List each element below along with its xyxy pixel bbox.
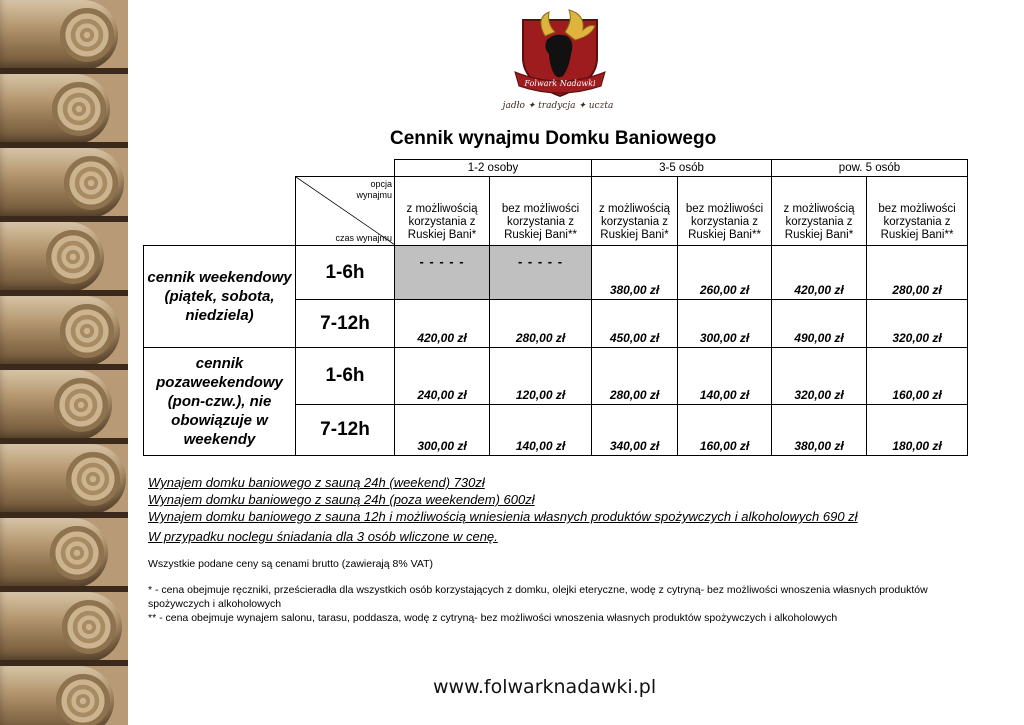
duration-cell: 7-12h — [296, 300, 395, 348]
price-cell-unavailable: - - - - - — [395, 246, 490, 300]
duration-cell: 7-12h — [296, 405, 395, 456]
price-cell: 260,00 zł — [678, 246, 772, 300]
price-cell: 280,00 zł — [490, 300, 592, 348]
option-header: z możliwością korzystania z Ruskiej Bani* — [395, 177, 490, 246]
logo-name: Folwark Nadawki — [524, 79, 596, 88]
price-cell: 160,00 zł — [867, 348, 968, 405]
group-header-over-5: pow. 5 osób — [772, 160, 968, 177]
offer-line: Wynajem domku baniowego z sauna 12h i możliwością wniesienia własnych produktów spożywczych i alkoholowych 690 zł — [148, 509, 858, 524]
website-url: www.folwarknadawki.pl — [433, 676, 657, 698]
option-header: z możliwością korzystania z Ruskiej Bani* — [592, 177, 678, 246]
corner-bottom-label: czas wynajmu — [335, 233, 392, 243]
table-row — [144, 348, 968, 405]
group-header-1-2: 1-2 osoby — [395, 160, 592, 177]
price-cell: 120,00 zł — [490, 348, 592, 405]
price-cell: 450,00 zł — [592, 300, 678, 348]
footnote-1: * - cena obejmuje ręczniki, prześcieradła dla wszystkich osób korzystających z domku, olejki eteryczne, wodę z cytryną- bez możliwości wnoszenia własnych produktów spożywczych i alkoholowych — [148, 584, 928, 610]
price-cell: 340,00 zł — [592, 405, 678, 456]
corner-top-label: opcja wynajmu — [356, 179, 392, 200]
vat-note: Wszystkie podane ceny są cenami brutto (zawierają 8% VAT) — [148, 558, 433, 570]
price-cell: 280,00 zł — [592, 348, 678, 405]
logo-tagline: jadło ✦ tradycja ✦ uczta — [502, 101, 614, 111]
price-cell: 300,00 zł — [678, 300, 772, 348]
notes-section — [148, 474, 948, 625]
table-row — [144, 246, 968, 300]
offer-line: Wynajem domku baniowego z sauną 24h (weekend) 730zł — [148, 475, 485, 490]
price-cell: 320,00 zł — [772, 348, 867, 405]
price-table — [143, 159, 968, 456]
price-cell: 420,00 zł — [772, 246, 867, 300]
section-label-weekend: cennik weekendowy (piątek, sobota, niedziela) — [144, 246, 296, 348]
duration-cell: 1-6h — [296, 348, 395, 405]
price-cell: 420,00 zł — [395, 300, 490, 348]
page-title: Cennik wynajmu Domku Baniowego — [390, 128, 717, 149]
price-cell: 300,00 zł — [395, 405, 490, 456]
corner-cell — [296, 177, 395, 246]
option-header: z możliwością korzystania z Ruskiej Bani* — [772, 177, 867, 246]
breakfast-note: W przypadku noclegu śniadania dla 3 osób wliczone w cenę. — [148, 529, 498, 544]
wooden-log-wall — [0, 0, 128, 725]
price-cell: 380,00 zł — [592, 246, 678, 300]
option-header: bez możliwości korzystania z Ruskiej Bani** — [678, 177, 772, 246]
option-header: bez możliwości korzystania z Ruskiej Bani** — [490, 177, 592, 246]
price-cell: 490,00 zł — [772, 300, 867, 348]
price-cell: 320,00 zł — [867, 300, 968, 348]
price-cell: 160,00 zł — [678, 405, 772, 456]
price-cell: 380,00 zł — [772, 405, 867, 456]
price-cell-unavailable: - - - - - — [490, 246, 592, 300]
folwark-nadawki-logo — [505, 6, 615, 116]
price-cell: 140,00 zł — [678, 348, 772, 405]
footnote-2: ** - cena obejmuje wynajem salonu, tarasu, poddasza, wodę z cytryną- bez możliwości wnoszenia własnych produktów spożywczych i alkoholowych — [148, 612, 838, 624]
section-label-weekday: cennik pozaweekendowy (pon-czw.), nie obowiązuje w weekendy — [144, 348, 296, 456]
price-cell: 140,00 zł — [490, 405, 592, 456]
offer-line: Wynajem domku baniowego z sauną 24h (poza weekendem) 600zł — [148, 492, 535, 507]
group-header-3-5: 3-5 osób — [592, 160, 772, 177]
price-cell: 240,00 zł — [395, 348, 490, 405]
price-cell: 180,00 zł — [867, 405, 968, 456]
duration-cell: 1-6h — [296, 246, 395, 300]
price-cell: 280,00 zł — [867, 246, 968, 300]
option-header: bez możliwości korzystania z Ruskiej Bani** — [867, 177, 968, 246]
